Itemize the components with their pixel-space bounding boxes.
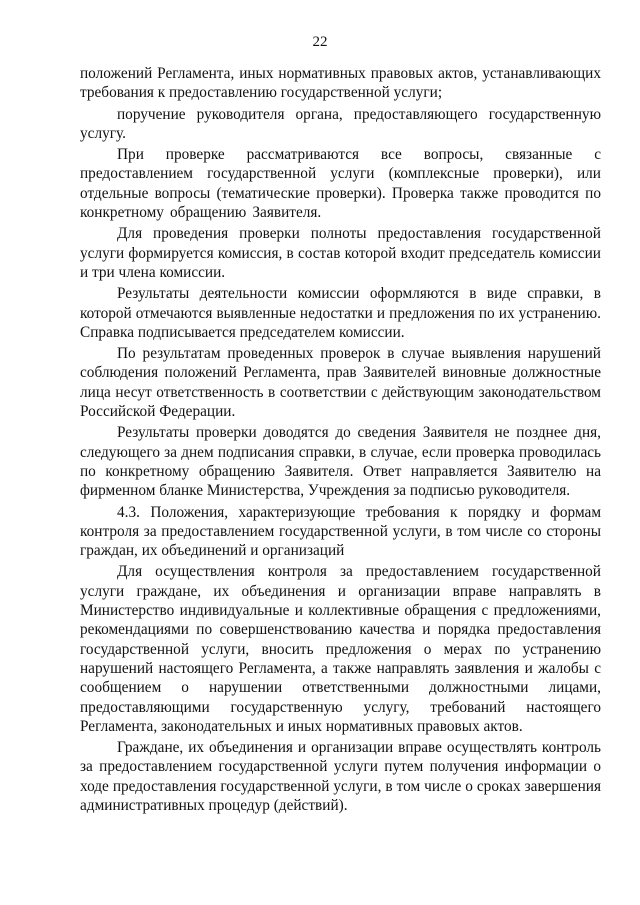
paragraph: Результаты проверки доводятся до сведения Заявителя не позднее дня, следующего за днем подписания справки, в случае, если проверка проводилась по конкретному обращению Заявителя. Ответ направляется Заявителю на фирменном бланке Министерства, Учреждения за подписью руководителя. — [80, 424, 601, 500]
paragraph: поручение руководителя органа, предоставляющего государственную услугу. — [80, 105, 601, 142]
section-heading-paragraph: 4.3. Положения, характеризующие требования к порядку и формам контроля за предоставлением государственной услуги, в том числе со стороны граждан, их объединений и организаций — [80, 503, 601, 560]
paragraph: По результатам проведенных проверок в случае выявления нарушений соблюдения положений Регламента, прав Заявителей виновные должностные лица несут ответственность в соответствии с действующим законодательством Российской Федерации. — [80, 345, 601, 421]
paragraph: Граждане, их объединения и организации вправе осуществлять контроль за предоставлением государственной услуги путем получения информации о ходе предоставления государственной услуги, в том числе о сроках завершения административных процедур (действий). — [80, 739, 601, 814]
paragraph: положений Регламента, иных нормативных правовых актов, устанавливающих требования к предоставлению государственной услуги; — [80, 65, 601, 102]
document-body — [80, 64, 601, 817]
page-number: 22 — [312, 34, 328, 50]
paragraph: Для осуществления контроля за предоставлением государственной услуги граждане, их объединения и организации вправе направлять в Министерство индивидуальные и коллективные обращения с предложениями, рекомендациями по совершенствованию качества и порядка предоставления государственной услуги, вносить предложения о мерах по устранению нарушений настоящего Регламента, а также направлять заявления и жалобы с сообщением о нарушении ответственными должностными лицами, предоставляющими государственную услугу, требований настоящего Регламента, законодательных и иных нормативных правовых актов. — [80, 563, 601, 735]
paragraph: Результаты деятельности комиссии оформляются в виде справки, в которой отмечаются выявленные недостатки и предложения по их устранению. Справка подписывается председателем комиссии. — [80, 285, 601, 341]
paragraph: Для проведения проверки полноты предоставления государственной услуги формируется комиссия, в состав которой входит председатель комиссии и три члена комиссии. — [80, 225, 601, 281]
paragraph: При проверке рассматриваются все вопросы, связанные с предоставлением государственной услуги (комплексные проверки), или отдельные вопросы (тематические проверки). Проверка также проводится по конкретному обращению Заявителя. — [80, 146, 601, 222]
